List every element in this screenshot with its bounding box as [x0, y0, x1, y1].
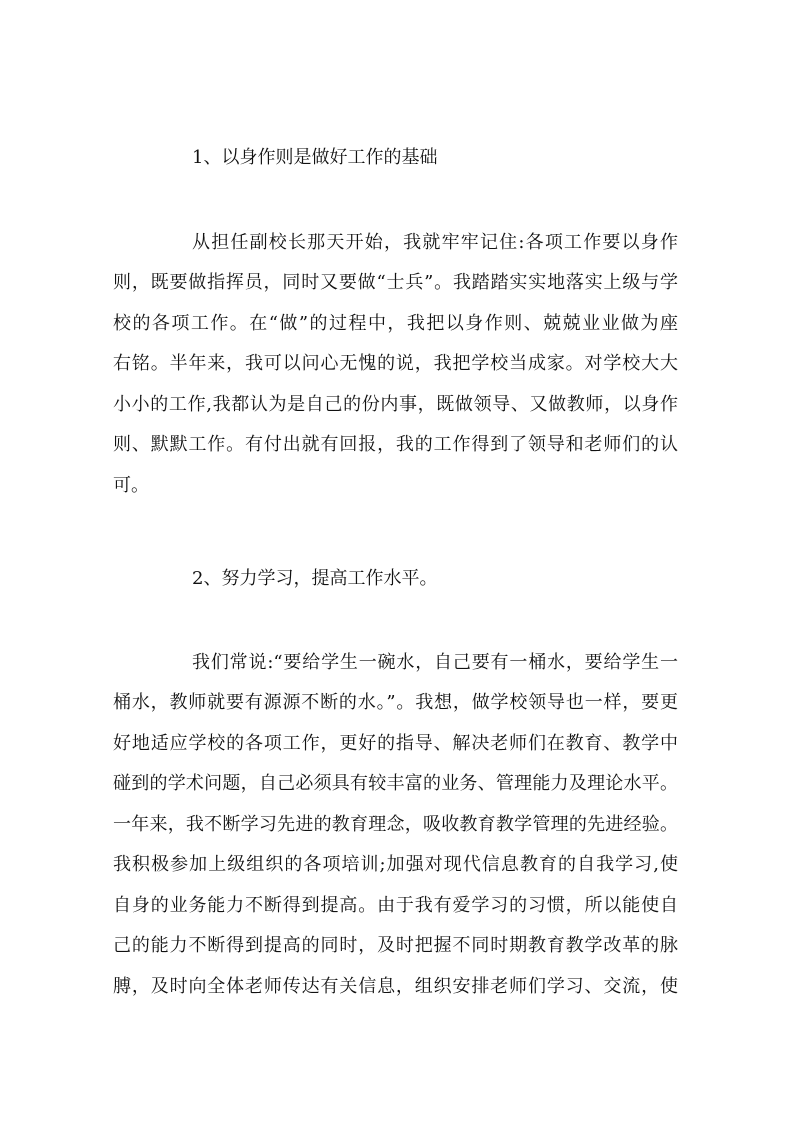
paragraph-line: 碰到的学术问题，自己必须具有较丰富的业务、管理能力及理论水平。 [113, 773, 678, 794]
paragraph-line: 则，既要做指挥员，同时又要做“士兵”。我踏踏实实地落实上级与学 [113, 272, 678, 293]
paragraph-line: 一年来，我不断学习先进的教育理念，吸收教育教学管理的先进经验。 [113, 814, 678, 835]
paragraph-line: 我积极参加上级组织的各项培训;加强对现代信息教育的自我学习,使 [113, 854, 678, 875]
section-heading-2: 2、努力学习，提高工作水平。 [192, 568, 438, 589]
paragraph-line: 好地适应学校的各项工作，更好的指导、解决老师们在教育、教学中 [113, 733, 678, 754]
paragraph-line: 则、默默工作。有付出就有回报，我的工作得到了领导和老师们的认 [113, 434, 678, 455]
paragraph-line: 桶水，教师就要有源源不断的水。”。我想，做学校领导也一样，要更 [113, 692, 678, 713]
paragraph-line: 膊，及时向全体老师传达有关信息，组织安排老师们学习、交流，使 [113, 976, 678, 997]
paragraph-line: 从担任副校长那天开始，我就牢牢记住:各项工作要以身作 [192, 232, 678, 253]
paragraph-line: 小小的工作,我都认为是自己的份内事，既做领导、又做教师，以身作 [113, 394, 678, 415]
paragraph-line: 己的能力不断得到提高的同时，及时把握不同时期教育教学改革的脉 [113, 935, 678, 956]
paragraph-line: 自身的业务能力不断得到提高。由于我有爱学习的习惯，所以能使自 [113, 895, 678, 916]
paragraph-line: 校的各项工作。在“做”的过程中，我把以身作则、兢兢业业做为座 [113, 313, 678, 334]
paragraph-line: 我们常说:“要给学生一碗水，自己要有一桶水，要给学生一 [192, 652, 678, 673]
paragraph-line: 可。 [113, 475, 149, 496]
paragraph-line: 右铭。半年来，我可以问心无愧的说，我把学校当成家。对学校大大 [113, 353, 678, 374]
section-heading-1: 1、以身作则是做好工作的基础 [192, 147, 438, 168]
